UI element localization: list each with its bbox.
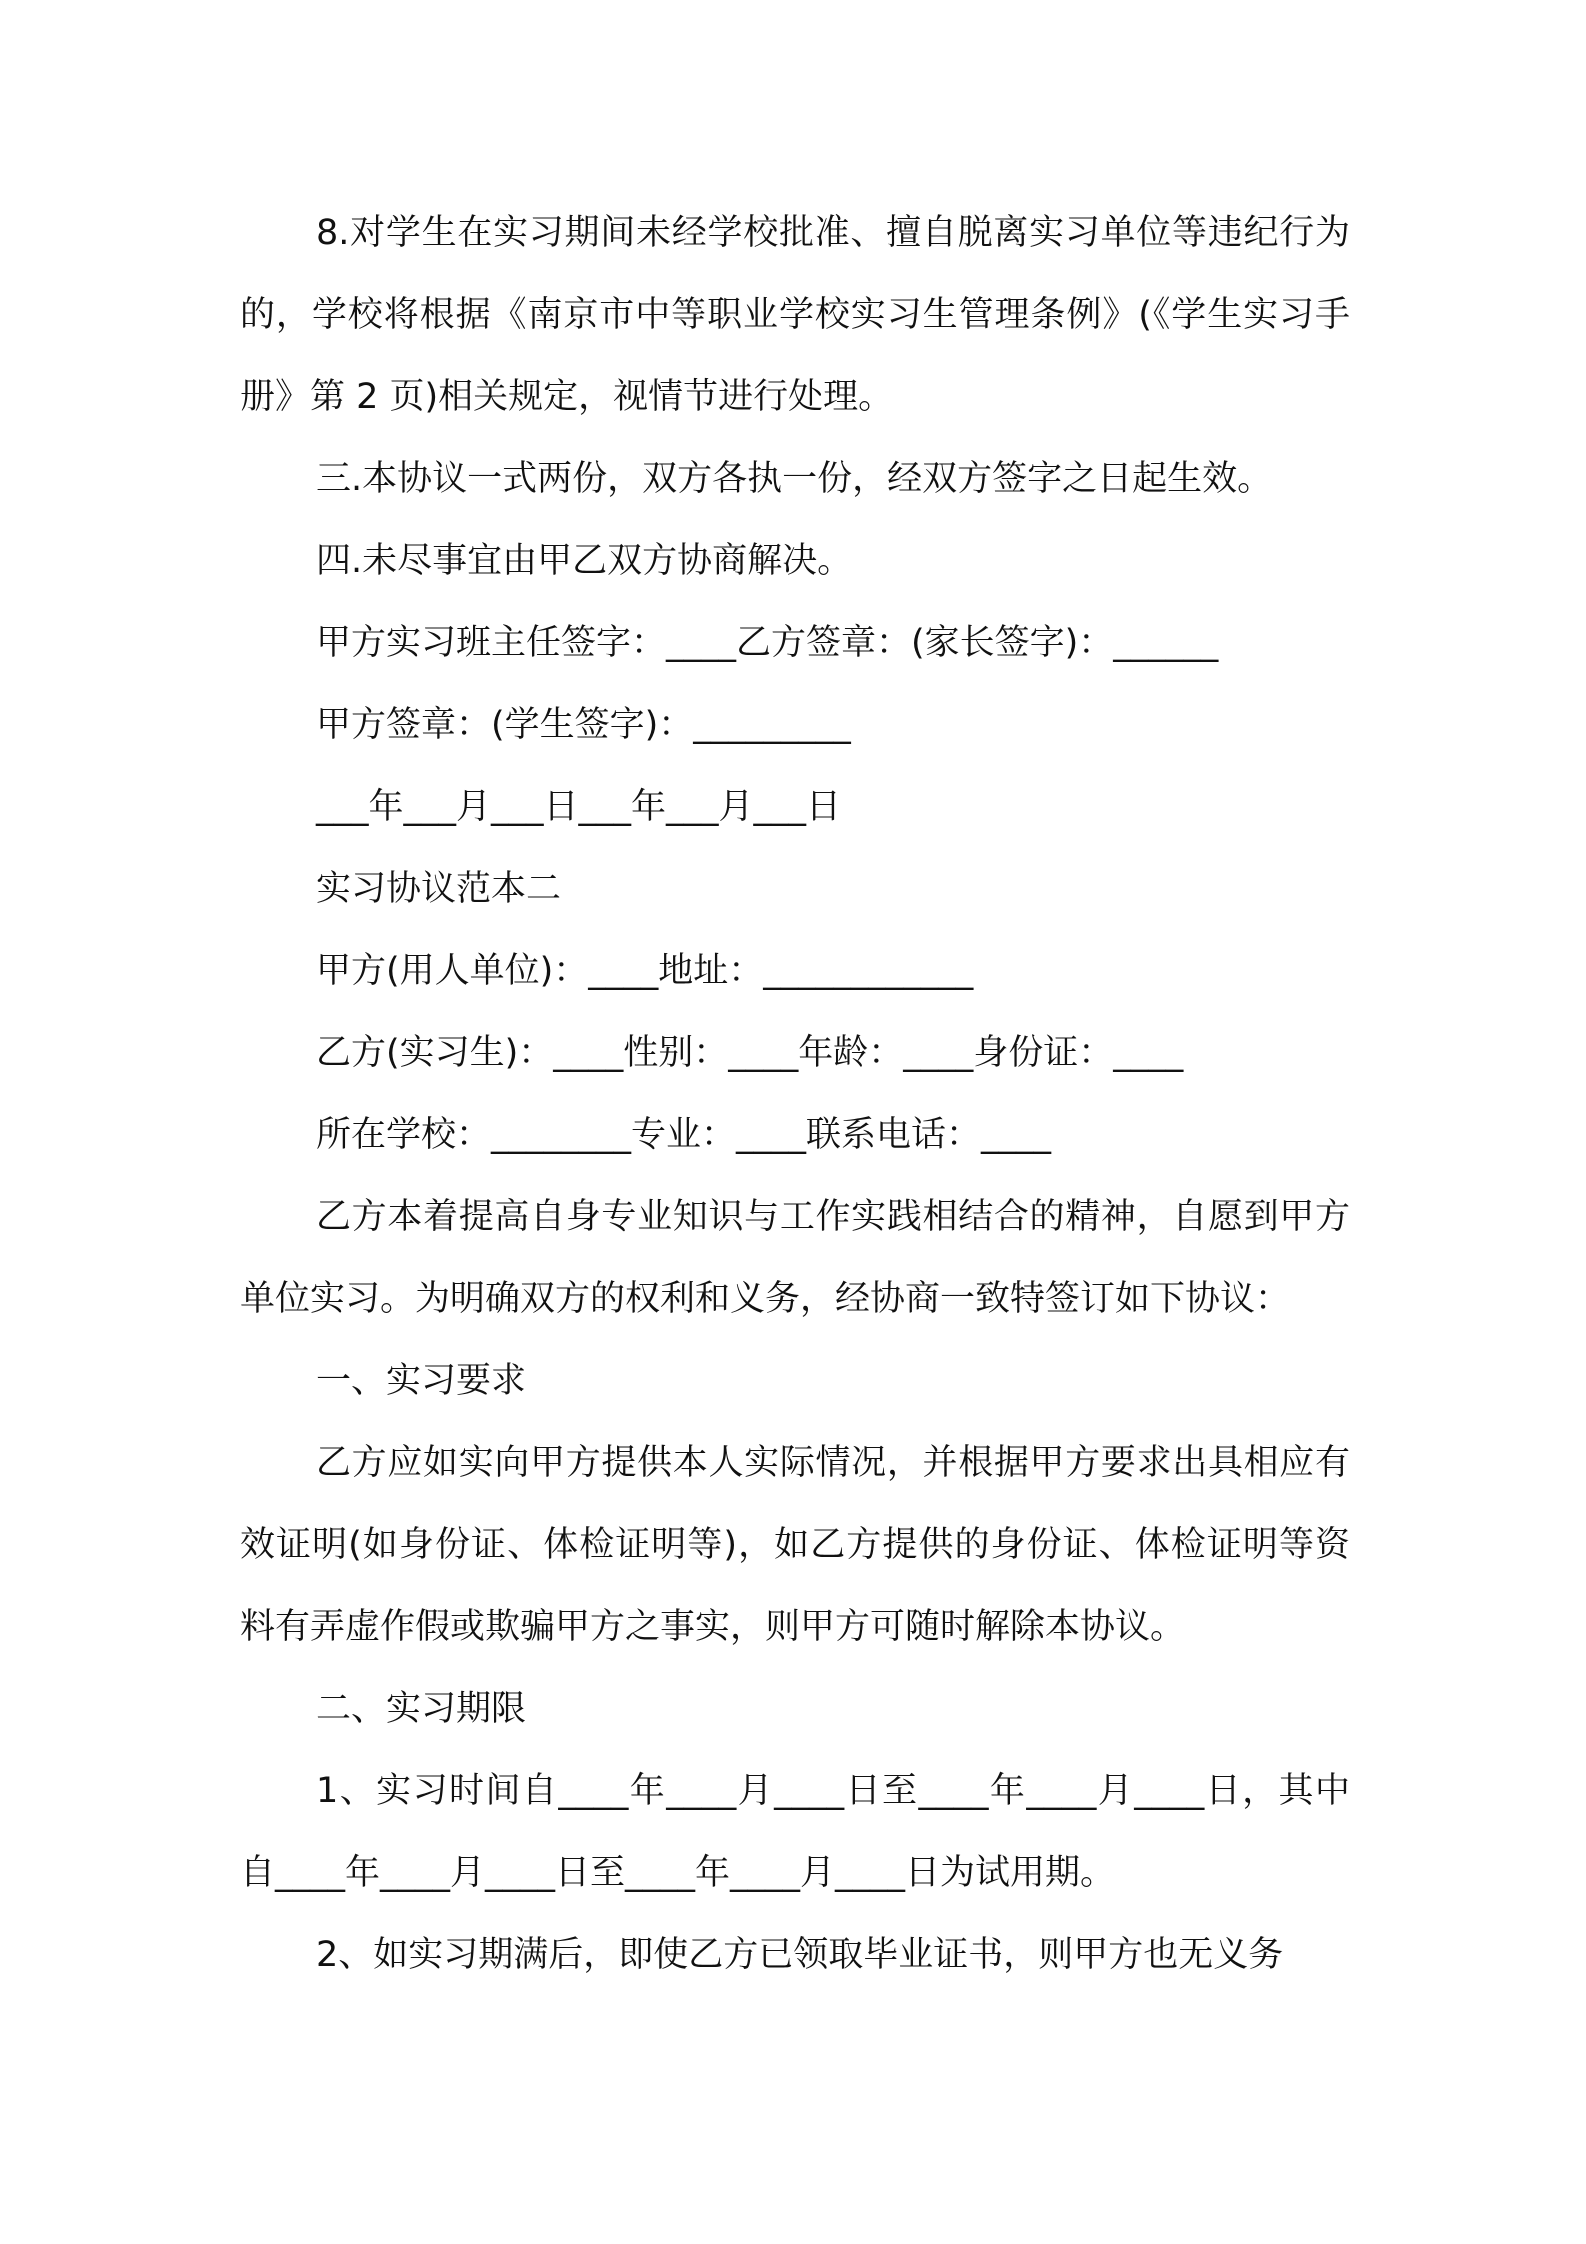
heading-internship-requirements: 一、实习要求 [316, 1361, 527, 1401]
party-a-line: 甲方(用人单位)：____地址：____________ [316, 951, 974, 991]
section-title-template-two: 实习协议范本二 [316, 869, 562, 909]
document-body [240, 192, 1350, 1996]
party-b-line: 乙方(实习生)：____性别：____年龄：____身份证：____ [316, 1033, 1184, 1073]
paragraph-clause-four: 四.未尽事宜由甲乙双方协商解决。 [316, 541, 853, 581]
school-info-line: 所在学校：________专业：____联系电话：____ [316, 1115, 1052, 1155]
date-line: ___年___月___日___年___月___日 [316, 787, 842, 827]
paragraph-period-dates: 1、实习时间自____年____月____日至____年____月____日，其中自____年____月____日至____年____月____日为试用期。 [240, 1771, 1350, 1893]
paragraph-agreement-intro: 乙方本着提高自身专业知识与工作实践相结合的精神，自愿到甲方单位实习。为明确双方的权利和义务，经协商一致特签订如下协议： [240, 1197, 1350, 1319]
heading-internship-period: 二、实习期限 [316, 1689, 527, 1729]
paragraph-violation-handling: 8.对学生在实习期间未经学校批准、擅自脱离实习单位等违纪行为的，学校将根据《南京市中等职业学校实习生管理条例》(《学生实习手册》第 2 页)相关规定，视情节进行处理。 [240, 213, 1350, 417]
paragraph-requirements-detail: 乙方应如实向甲方提供本人实际情况，并根据甲方要求出具相应有效证明(如身份证、体检证明等)，如乙方提供的身份证、体检证明等资料有弄虚作假或欺骗甲方之事实，则甲方可随时解除本协议。 [240, 1443, 1350, 1647]
signature-line-student: 甲方签章：(学生签字)：_________ [316, 705, 851, 745]
signature-line-teacher-parent: 甲方实习班主任签字：____乙方签章：(家长签字)：______ [316, 623, 1219, 663]
paragraph-period-after: 2、如实习期满后，即使乙方已领取毕业证书，则甲方也无义务 [316, 1935, 1284, 1975]
paragraph-clause-three: 三.本协议一式两份，双方各执一份，经双方签字之日起生效。 [316, 459, 1273, 499]
